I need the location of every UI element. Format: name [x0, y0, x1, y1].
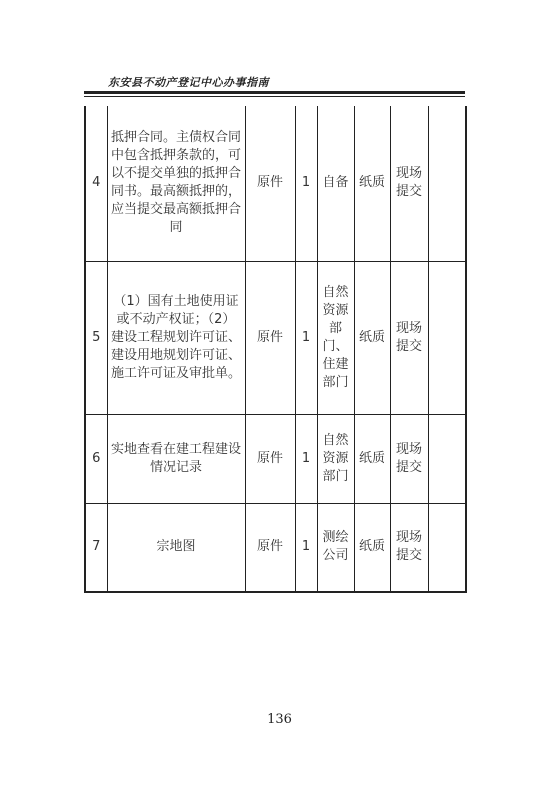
material-type: 原件 — [245, 106, 295, 261]
table-row — [85, 503, 466, 592]
table-row — [85, 414, 466, 503]
row-number: 7 — [85, 503, 107, 592]
material-quantity: 1 — [295, 414, 317, 503]
table-row — [85, 261, 466, 414]
material-type: 原件 — [245, 414, 295, 503]
material-description: （1）国有土地使用证或不动产权证；（2）建设工程规划许可证、建设用地规划许可证、施工许可证及审批单。 — [107, 261, 245, 414]
header-rule-thick — [84, 91, 465, 94]
submission-method: 现场提交 — [390, 503, 428, 592]
material-type: 原件 — [245, 261, 295, 414]
empty-cell — [428, 503, 466, 592]
empty-cell — [428, 261, 466, 414]
page-number: 136 — [267, 712, 292, 727]
material-description: 宗地图 — [107, 503, 245, 592]
material-source: 测绘公司 — [317, 503, 354, 592]
empty-cell — [428, 106, 466, 261]
material-medium: 纸质 — [354, 106, 390, 261]
material-quantity: 1 — [295, 261, 317, 414]
row-number: 5 — [85, 261, 107, 414]
material-medium: 纸质 — [354, 414, 390, 503]
material-quantity: 1 — [295, 503, 317, 592]
material-medium: 纸质 — [354, 503, 390, 592]
material-source: 自然资源部门 — [317, 414, 354, 503]
empty-cell — [428, 414, 466, 503]
material-quantity: 1 — [295, 106, 317, 261]
document-header-title: 东安县不动产登记中心办事指南 — [108, 76, 269, 89]
material-source: 自然资源部门、住建部门 — [317, 261, 354, 414]
submission-method: 现场提交 — [390, 106, 428, 261]
header-rule-thin — [84, 96, 465, 97]
material-source: 自备 — [317, 106, 354, 261]
material-medium: 纸质 — [354, 261, 390, 414]
submission-method: 现场提交 — [390, 414, 428, 503]
table-row — [85, 106, 466, 261]
material-description: 实地查看在建工程建设情况记录 — [107, 414, 245, 503]
row-number: 6 — [85, 414, 107, 503]
submission-method: 现场提交 — [390, 261, 428, 414]
material-type: 原件 — [245, 503, 295, 592]
row-number: 4 — [85, 106, 107, 261]
materials-table — [84, 106, 467, 593]
material-description: 抵押合同。主债权合同中包含抵押条款的，可以不提交单独的抵押合同书。最高额抵押的，应当提交最高额抵押合同 — [107, 106, 245, 261]
